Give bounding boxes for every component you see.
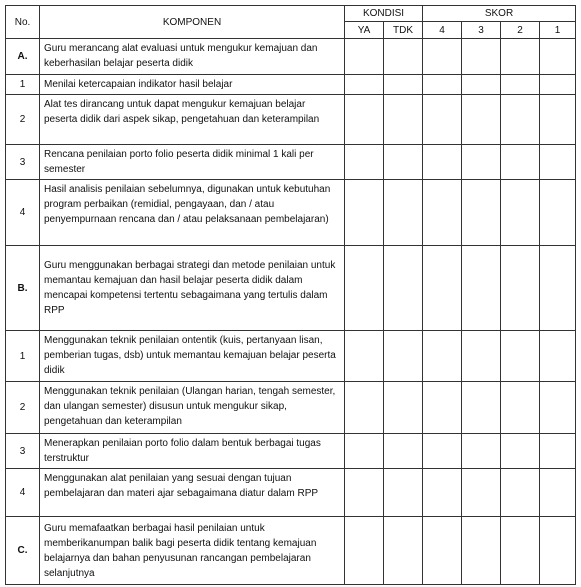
cell-tdk[interactable] <box>384 39 423 75</box>
row-component-text: Menggunakan alat penilaian yang sesuai dengan tujuan pembelajaran dan materi ajar sebagaimana diatur dalam RPP <box>40 469 345 517</box>
cell-skor-1[interactable] <box>540 434 576 469</box>
cell-skor-4[interactable] <box>423 469 462 517</box>
cell-tdk[interactable] <box>384 331 423 382</box>
header-komponen: KOMPONEN <box>40 6 345 39</box>
cell-skor-3[interactable] <box>462 517 501 585</box>
cell-ya[interactable] <box>345 95 384 145</box>
cell-skor-1[interactable] <box>540 180 576 246</box>
row-number: 1 <box>6 75 40 95</box>
cell-skor-3[interactable] <box>462 331 501 382</box>
row-number: 2 <box>6 95 40 145</box>
header-no: No. <box>6 6 40 39</box>
cell-skor-1[interactable] <box>540 246 576 331</box>
header-skor-4: 4 <box>423 22 462 39</box>
cell-skor-4[interactable] <box>423 95 462 145</box>
table-row <box>6 180 576 246</box>
cell-tdk[interactable] <box>384 180 423 246</box>
cell-skor-3[interactable] <box>462 75 501 95</box>
row-number: 1 <box>6 331 40 382</box>
cell-skor-4[interactable] <box>423 331 462 382</box>
cell-skor-4[interactable] <box>423 180 462 246</box>
cell-skor-4[interactable] <box>423 517 462 585</box>
cell-ya[interactable] <box>345 517 384 585</box>
cell-skor-4[interactable] <box>423 75 462 95</box>
row-number: 2 <box>6 382 40 434</box>
cell-skor-3[interactable] <box>462 95 501 145</box>
cell-skor-3[interactable] <box>462 382 501 434</box>
row-component-text: Menilai ketercapaian indikator hasil belajar <box>40 75 345 95</box>
cell-skor-2[interactable] <box>501 434 540 469</box>
row-component-text: Guru memafaatkan berbagai hasil penilaian untuk memberikanumpan balik bagi peserta didik tentang kemajuan belajarnya dan bahan penyusunan rancangan pembelajaran selanjutnya <box>40 517 345 585</box>
cell-skor-2[interactable] <box>501 331 540 382</box>
cell-skor-2[interactable] <box>501 517 540 585</box>
header-skor-1: 1 <box>540 22 576 39</box>
table-row <box>6 95 576 145</box>
cell-skor-3[interactable] <box>462 145 501 180</box>
cell-skor-4[interactable] <box>423 145 462 180</box>
evaluation-table <box>5 5 576 585</box>
cell-skor-1[interactable] <box>540 469 576 517</box>
cell-tdk[interactable] <box>384 95 423 145</box>
cell-skor-4[interactable] <box>423 246 462 331</box>
cell-ya[interactable] <box>345 145 384 180</box>
cell-skor-2[interactable] <box>501 246 540 331</box>
table-row <box>6 145 576 180</box>
cell-skor-2[interactable] <box>501 75 540 95</box>
table-row <box>6 469 576 517</box>
cell-skor-1[interactable] <box>540 39 576 75</box>
row-number: 3 <box>6 145 40 180</box>
row-number: C. <box>6 517 40 585</box>
header-tdk: TDK <box>384 22 423 39</box>
row-component-text: Guru menggunakan berbagai strategi dan metode penilaian untuk memantau kemajuan dan hasil belajar peserta didik dalam mencapai kompetensi tertentu sebagaimana yang tertulis dalam RPP <box>40 246 345 331</box>
cell-tdk[interactable] <box>384 75 423 95</box>
cell-tdk[interactable] <box>384 517 423 585</box>
table-row <box>6 75 576 95</box>
cell-skor-3[interactable] <box>462 39 501 75</box>
cell-skor-2[interactable] <box>501 382 540 434</box>
cell-skor-4[interactable] <box>423 434 462 469</box>
cell-skor-1[interactable] <box>540 517 576 585</box>
cell-skor-1[interactable] <box>540 75 576 95</box>
cell-skor-3[interactable] <box>462 180 501 246</box>
cell-ya[interactable] <box>345 434 384 469</box>
cell-tdk[interactable] <box>384 434 423 469</box>
row-number: 4 <box>6 180 40 246</box>
row-component-text: Hasil analisis penilaian sebelumnya, digunakan untuk kebutuhan program perbaikan (remidial, pengayaan, dan / atau penyempurnaan rencana dan / atau pelaksanaan pembelajaran) <box>40 180 345 246</box>
table-row <box>6 331 576 382</box>
table-row <box>6 39 576 75</box>
cell-skor-1[interactable] <box>540 95 576 145</box>
header-skor: SKOR <box>423 6 576 22</box>
cell-ya[interactable] <box>345 180 384 246</box>
table-row <box>6 517 576 585</box>
row-component-text: Menggunakan teknik penilaian (Ulangan harian, tengah semester, dan ulangan semester) disusun untuk mengukur sikap, pengetahuan dan keterampilan <box>40 382 345 434</box>
cell-skor-2[interactable] <box>501 95 540 145</box>
cell-skor-4[interactable] <box>423 39 462 75</box>
cell-tdk[interactable] <box>384 469 423 517</box>
cell-skor-2[interactable] <box>501 180 540 246</box>
table-row <box>6 246 576 331</box>
cell-skor-2[interactable] <box>501 39 540 75</box>
row-component-text: Rencana penilaian porto folio peserta didik minimal 1 kali per semester <box>40 145 345 180</box>
cell-ya[interactable] <box>345 39 384 75</box>
cell-skor-2[interactable] <box>501 469 540 517</box>
row-number: B. <box>6 246 40 331</box>
row-number: 3 <box>6 434 40 469</box>
header-skor-3: 3 <box>462 22 501 39</box>
cell-ya[interactable] <box>345 469 384 517</box>
header-ya: YA <box>345 22 384 39</box>
row-component-text: Guru merancang alat evaluasi untuk mengukur kemajuan dan keberhasilan belajar peserta didik <box>40 39 345 75</box>
row-component-text: Alat tes dirancang untuk dapat mengukur kemajuan belajar peserta didik dari aspek sikap, pengetahuan dan keterampilan <box>40 95 345 145</box>
cell-skor-2[interactable] <box>501 145 540 180</box>
cell-skor-4[interactable] <box>423 382 462 434</box>
cell-skor-1[interactable] <box>540 382 576 434</box>
row-component-text: Menggunakan teknik penilaian ontentik (kuis, pertanyaan lisan, pemberian tugas, dsb) untuk memantau kemajuan belajar peserta didik <box>40 331 345 382</box>
cell-tdk[interactable] <box>384 145 423 180</box>
row-component-text: Menerapkan penilaian porto folio dalam bentuk berbagai tugas terstruktur <box>40 434 345 469</box>
cell-skor-3[interactable] <box>462 469 501 517</box>
cell-ya[interactable] <box>345 75 384 95</box>
table-row <box>6 434 576 469</box>
cell-skor-1[interactable] <box>540 331 576 382</box>
cell-tdk[interactable] <box>384 246 423 331</box>
table-row <box>6 382 576 434</box>
header-kondisi: KONDISI <box>345 6 423 22</box>
cell-ya[interactable] <box>345 331 384 382</box>
row-number: A. <box>6 39 40 75</box>
cell-skor-3[interactable] <box>462 246 501 331</box>
cell-ya[interactable] <box>345 246 384 331</box>
header-skor-2: 2 <box>501 22 540 39</box>
cell-skor-3[interactable] <box>462 434 501 469</box>
cell-tdk[interactable] <box>384 382 423 434</box>
cell-ya[interactable] <box>345 382 384 434</box>
row-number: 4 <box>6 469 40 517</box>
cell-skor-1[interactable] <box>540 145 576 180</box>
